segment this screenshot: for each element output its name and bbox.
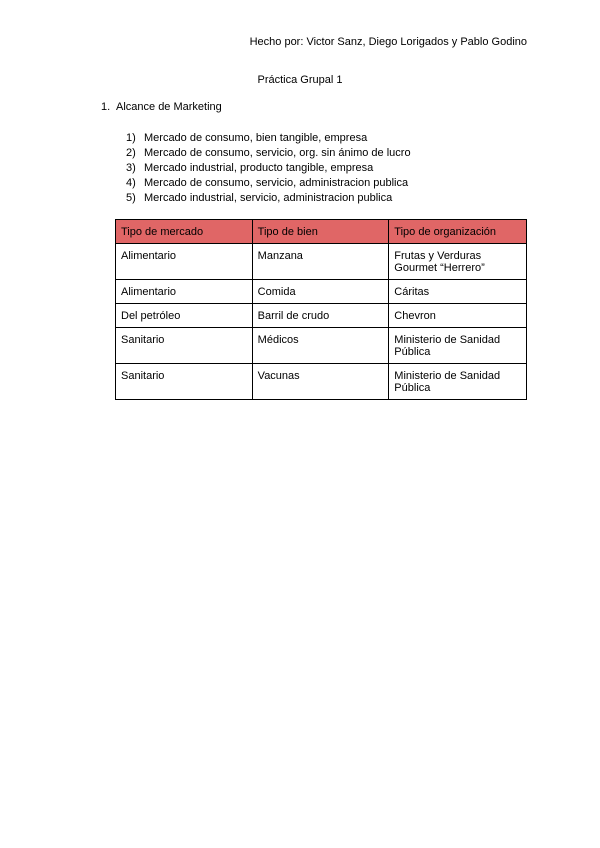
- table-cell: Frutas y Verduras Gourmet “Herrero”: [389, 244, 527, 280]
- document-title: Práctica Grupal 1: [257, 74, 343, 86]
- list-item-number: 1): [126, 132, 136, 144]
- list-item: [126, 191, 411, 206]
- table-cell: Sanitario: [116, 328, 253, 364]
- table-cell: Barril de crudo: [252, 304, 389, 328]
- list-item: [126, 131, 411, 146]
- list-item-number: 5): [126, 192, 136, 204]
- section-title: Alcance de Marketing: [116, 101, 222, 113]
- market-table: [115, 219, 527, 400]
- header-tipo-de-organizacion: Tipo de organización: [389, 220, 527, 244]
- list-item-number: 3): [126, 162, 136, 174]
- table-cell: Médicos: [252, 328, 389, 364]
- table-cell: Del petróleo: [116, 304, 253, 328]
- table-row: [116, 364, 527, 400]
- table-cell: Comida: [252, 280, 389, 304]
- table-cell: Sanitario: [116, 364, 253, 400]
- table-cell: Ministerio de Sanidad Pública: [389, 328, 527, 364]
- list-item: [126, 176, 411, 191]
- section-heading: [101, 101, 222, 113]
- table-cell: Alimentario: [116, 280, 253, 304]
- list-item: [126, 146, 411, 161]
- list-item-text: Mercado industrial, servicio, administracion publica: [144, 192, 393, 204]
- table-row: [116, 328, 527, 364]
- header-tipo-de-mercado: Tipo de mercado: [116, 220, 253, 244]
- list-item: [126, 161, 411, 176]
- list-item-text: Mercado de consumo, servicio, org. sin ánimo de lucro: [144, 147, 411, 159]
- header-tipo-de-bien: Tipo de bien: [252, 220, 389, 244]
- table-cell: Manzana: [252, 244, 389, 280]
- list-item-text: Mercado de consumo, bien tangible, empresa: [144, 132, 368, 144]
- list-item-number: 4): [126, 177, 136, 189]
- table-row: [116, 244, 527, 280]
- table-cell: Vacunas: [252, 364, 389, 400]
- table-cell: Chevron: [389, 304, 527, 328]
- section-number: 1.: [101, 101, 111, 113]
- list-item-number: 2): [126, 147, 136, 159]
- table-row: [116, 304, 527, 328]
- table-header-row: [116, 220, 527, 244]
- table-cell: Cáritas: [389, 280, 527, 304]
- list-item-text: Mercado de consumo, servicio, administracion publica: [144, 177, 409, 189]
- numbered-list: [126, 131, 411, 206]
- table-cell: Ministerio de Sanidad Pública: [389, 364, 527, 400]
- table-row: [116, 280, 527, 304]
- table-cell: Alimentario: [116, 244, 253, 280]
- list-item-text: Mercado industrial, producto tangible, empresa: [144, 162, 374, 174]
- authors-line: Hecho por: Victor Sanz, Diego Lorigados y Pablo Godino: [249, 36, 527, 48]
